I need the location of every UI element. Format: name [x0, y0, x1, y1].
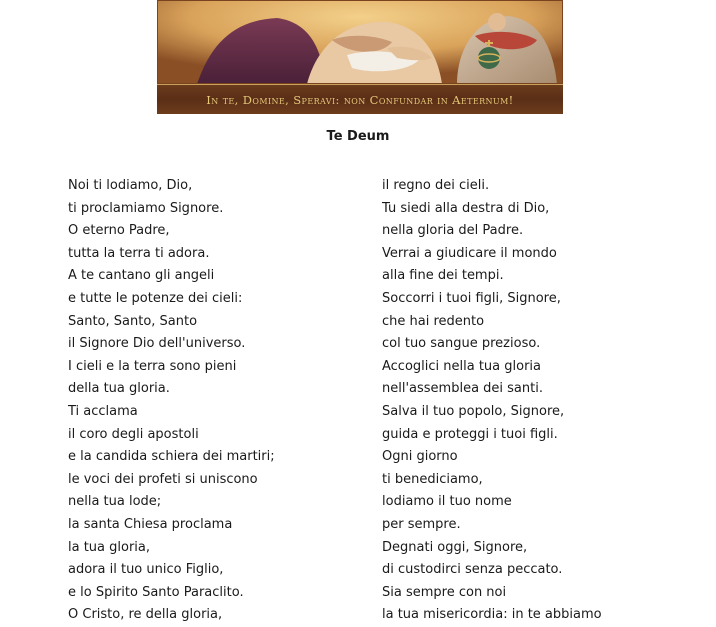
verse-line: che hai redento: [382, 313, 485, 329]
verse-line: O eterno Padre,: [68, 223, 170, 239]
verse-line: Ogni giorno: [382, 449, 458, 465]
header-banner: [157, 0, 563, 114]
sacred-painting-image: [157, 0, 563, 84]
verse-line: Verrai a giudicare il mondo: [382, 245, 557, 261]
motto-text: In te, Domine, Speravi: non Confundar in Aeternum!: [206, 92, 514, 107]
verse-line: Sia sempre con noi: [382, 584, 507, 600]
verse-line: e la candida schiera dei martiri;: [68, 449, 275, 465]
verse-line: Salva il tuo popolo, Signore,: [382, 403, 565, 419]
verse-line: le voci dei profeti si uniscono: [68, 471, 258, 487]
verse-line: tutta la terra ti adora.: [68, 245, 210, 261]
verse-line: O Cristo, re della gloria,: [68, 607, 223, 623]
verse-line: nell'assemblea dei santi.: [382, 381, 543, 397]
verse-line: guida e proteggi i tuoi figli.: [382, 426, 558, 442]
verse-line: col tuo sangue prezioso.: [382, 336, 541, 352]
verse-line: Santo, Santo, Santo: [68, 313, 198, 329]
verse-line: ti benediciamo,: [382, 471, 483, 487]
verse-line: Noi ti lodiamo, Dio,: [68, 178, 193, 193]
verse-line: nella tua lode;: [68, 494, 162, 510]
verse-line: A te cantano gli angeli: [68, 268, 215, 284]
verse-line: il regno dei cieli.: [382, 178, 490, 193]
verse-line: e tutte le potenze dei cieli:: [68, 290, 243, 306]
verse-line: alla fine dei tempi.: [382, 268, 504, 284]
verse-line: lodiamo il tuo nome: [382, 494, 512, 510]
verse-line: per sempre.: [382, 516, 461, 532]
verse-line: Soccorri i tuoi figli, Signore,: [382, 290, 561, 306]
verse-line: la santa Chiesa proclama: [68, 516, 233, 532]
verse-line: Ti acclama: [68, 403, 138, 419]
verse-line: e lo Spirito Santo Paraclito.: [68, 584, 244, 600]
verse-line: Degnati oggi, Signore,: [382, 539, 528, 555]
verse-line: la tua misericordia: in te abbiamo: [382, 607, 602, 623]
banner-motto: [157, 84, 563, 114]
verse-line: Tu siedi alla destra di Dio,: [382, 200, 550, 216]
verse-line: il coro degli apostoli: [68, 426, 199, 442]
verse-line: la tua gloria,: [68, 539, 151, 555]
document-title: Te Deum: [326, 129, 390, 144]
verse-line: nella gloria del Padre.: [382, 223, 524, 239]
text-column-right: [382, 175, 602, 627]
text-column-left: [68, 175, 275, 627]
verse-line: Accoglici nella tua gloria: [382, 358, 542, 374]
verse-line: il Signore Dio dell'universo.: [68, 336, 246, 352]
verse-line: I cieli e la terra sono pieni: [68, 358, 237, 374]
verse-line: di custodirci senza peccato.: [382, 562, 563, 578]
verse-line: adora il tuo unico Figlio,: [68, 562, 224, 578]
verse-line: della tua gloria.: [68, 381, 170, 397]
verse-line: ti proclamiamo Signore.: [68, 200, 224, 216]
